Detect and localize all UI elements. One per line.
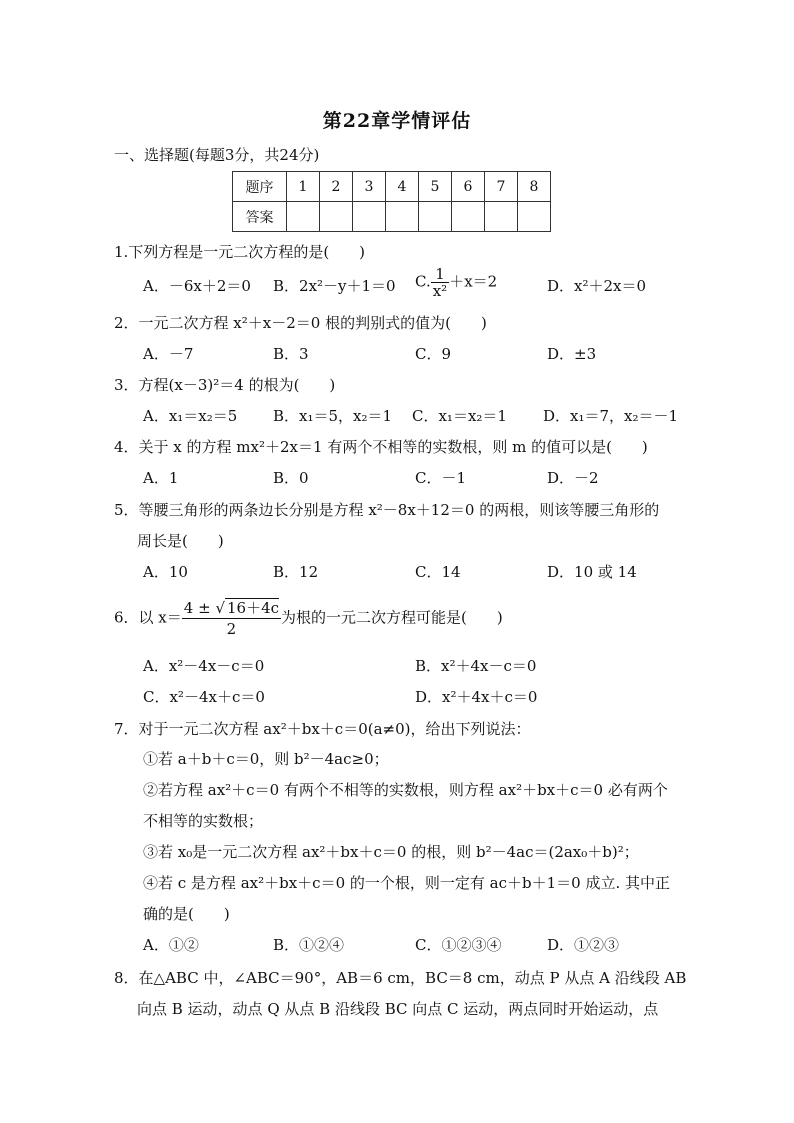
- q2-option-c: C．9: [415, 345, 452, 363]
- answer-cell: [320, 202, 353, 232]
- q7-statement-2-line1: ②若方程 ax²＋c＝0 有两个不相等的实数根，则方程 ax²＋bx＋c＝0 必有两个: [143, 781, 668, 799]
- q5-option-d: D．10 或 14: [547, 563, 637, 581]
- table-cell: 8: [518, 172, 551, 202]
- q2-option-d: D．±3: [547, 345, 597, 363]
- q4-option-c: C．－1: [415, 469, 467, 487]
- q7-statement-4-line1: ④若 c 是方程 ax²＋bx＋c＝0 的一个根，则一定有 ac＋b＋1＝0 成立. 其中正: [143, 874, 671, 892]
- q1-option-c-suffix: ＋x＝2: [449, 272, 498, 291]
- q3-option-c: C．x₁＝x₂＝1: [412, 407, 507, 425]
- table-cell: 3: [353, 172, 386, 202]
- table-cell: 4: [386, 172, 419, 202]
- question-4-stem: 4．关于 x 的方程 mx²＋2x＝1 有两个不相等的实数根，则 m 的值可以是( ): [114, 438, 648, 456]
- q3-option-d: D．x₁＝7，x₂＝－1: [543, 407, 679, 425]
- q1-fraction-numerator: 1: [431, 266, 449, 283]
- question-8-line1: 8．在△ABC 中，∠ABC＝90°，AB＝6 cm，BC＝8 cm，动点 P 从点 A 沿线段 AB: [114, 969, 687, 987]
- q4-option-b: B．0: [273, 469, 309, 487]
- q1-option-d: D．x²＋2x＝0: [547, 277, 647, 295]
- table-row: [233, 172, 551, 202]
- question-3-stem: 3．方程(x－3)²＝4 的根为( ): [114, 376, 336, 394]
- question-5-stem-line2: 周长是( ): [137, 532, 224, 550]
- table-cell: 6: [452, 172, 485, 202]
- table-header-cell: 答案: [233, 202, 287, 232]
- q1-option-a: A．－6x＋2＝0: [143, 277, 251, 295]
- q3-option-b: B．x₁＝5，x₂＝1: [273, 407, 393, 425]
- q7-option-c: C．①②③④: [415, 936, 502, 954]
- q7-statement-4-line2: 确的是( ): [143, 905, 230, 923]
- answer-cell: [485, 202, 518, 232]
- q7-statement-3: ③若 x₀是一元二次方程 ax²＋bx＋c＝0 的根，则 b²－4ac＝(2ax₀＋b)²；: [143, 843, 639, 861]
- table-cell: 5: [419, 172, 452, 202]
- q2-option-a: A．－7: [143, 345, 194, 363]
- answer-table: [232, 171, 551, 232]
- table-cell: 1: [287, 172, 320, 202]
- q7-option-d: D．①②③: [547, 936, 620, 954]
- q7-option-b: B．①②④: [273, 936, 345, 954]
- q4-option-d: D．－2: [547, 469, 599, 487]
- q6-radicand: 16＋4c: [227, 599, 280, 617]
- sqrt-icon: √: [215, 599, 225, 617]
- q6-suffix: 为根的一元二次方程可能是( ): [281, 608, 503, 627]
- q5-option-c: C．14: [415, 563, 461, 581]
- q1-fraction: [431, 266, 449, 299]
- table-row: [233, 202, 551, 232]
- answer-cell: [419, 202, 452, 232]
- q6-option-a: A．x²－4x－c＝0: [143, 657, 265, 675]
- q5-option-b: B．12: [273, 563, 319, 581]
- question-6-stem: [114, 598, 503, 639]
- q6-fraction-denominator: 2: [226, 620, 237, 638]
- answer-cell: [287, 202, 320, 232]
- q6-option-b: B．x²＋4x－c＝0: [415, 657, 537, 675]
- question-2-stem: 2．一元二次方程 x²＋x－2＝0 根的判别式的值为( ): [114, 314, 487, 332]
- table-cell: 7: [485, 172, 518, 202]
- q7-option-a: A．①②: [143, 936, 199, 954]
- question-8-line2: 向点 B 运动，动点 Q 从点 B 沿线段 BC 向点 C 运动，两点同时开始运动，点: [137, 1000, 659, 1018]
- q7-statement-1: ①若 a＋b＋c＝0，则 b²－4ac≥0；: [143, 750, 389, 768]
- q6-prefix: 6．以 x＝: [114, 608, 182, 627]
- answer-cell: [353, 202, 386, 232]
- q6-fraction-numerator: [182, 598, 281, 619]
- q1-option-c: [415, 266, 497, 299]
- table-cell: 2: [320, 172, 353, 202]
- answer-cell: [386, 202, 419, 232]
- section-heading: 一、选择题(每题3分，共24分): [114, 146, 320, 164]
- q6-option-d: D．x²＋4x＋c＝0: [415, 688, 538, 706]
- q1-option-c-prefix: C.: [415, 272, 431, 291]
- q6-numerator-pre: 4 ±: [183, 599, 216, 617]
- question-5-stem-line1: 5．等腰三角形的两条边长分别是方程 x²－8x＋12＝0 的两根，则该等腰三角形的: [114, 501, 660, 519]
- q3-option-a: A．x₁＝x₂＝5: [143, 407, 238, 425]
- q6-fraction: [182, 598, 281, 639]
- answer-cell: [518, 202, 551, 232]
- q7-statement-2-line2: 不相等的实数根；: [143, 812, 264, 830]
- question-7-stem: 7．对于一元二次方程 ax²＋bx＋c＝0(a≠0)，给出下列说法：: [114, 720, 531, 738]
- q1-fraction-denominator: x²: [432, 282, 448, 300]
- question-1-stem: 1.下列方程是一元二次方程的是( ): [114, 243, 366, 261]
- table-header-cell: 题序: [233, 172, 287, 202]
- q4-option-a: A．1: [143, 469, 179, 487]
- q5-option-a: A．10: [143, 563, 188, 581]
- q6-option-c: C．x²－4x＋c＝0: [143, 688, 265, 706]
- answer-cell: [452, 202, 485, 232]
- q1-option-b: B．2x²－y＋1＝0: [273, 277, 396, 295]
- q2-option-b: B．3: [273, 345, 309, 363]
- page-title: 第22章学情评估: [322, 110, 472, 132]
